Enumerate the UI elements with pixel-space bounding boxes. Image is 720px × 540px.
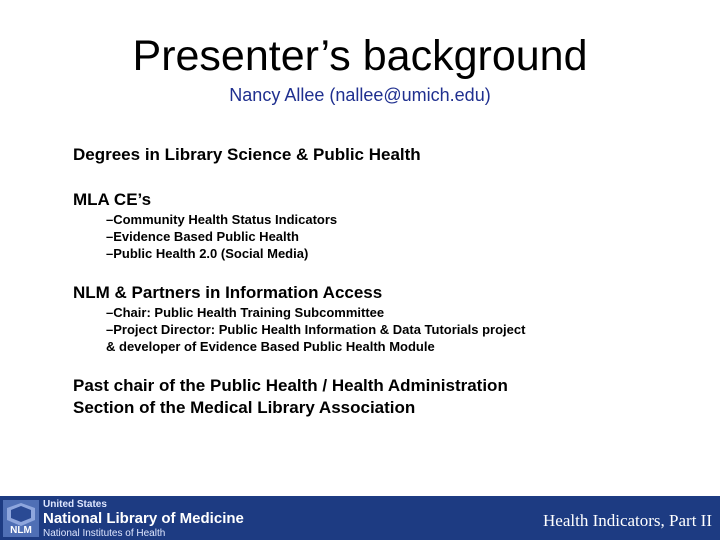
mla-item: –Public Health 2.0 (Social Media) [106, 246, 309, 261]
mla-heading: MLA CE’s [73, 190, 152, 209]
nlm-name: National Library of Medicine [43, 510, 244, 527]
nlm-item: –Project Director: Public Health Information & Data Tutorials project [106, 322, 526, 337]
nlm-item: –Chair: Public Health Training Subcommittee [106, 305, 385, 320]
nlm-logo-text: NLM [10, 525, 32, 536]
nlm-heading: NLM & Partners in Information Access [73, 283, 383, 302]
mla-item: –Community Health Status Indicators [106, 212, 338, 227]
nih-name: National Institutes of Health [43, 528, 166, 539]
nlm-item: & developer of Evidence Based Public Health Module [106, 339, 435, 354]
nlm-country: United States [43, 499, 107, 510]
slide-footer-label: Health Indicators, Part II [543, 511, 712, 530]
slide-content [73, 144, 693, 419]
nlm-logo [3, 500, 39, 537]
nlm-wordmark [43, 499, 244, 539]
slide-title: Presenter’s background [132, 32, 588, 80]
past-chair-line: Section of the Medical Library Association [73, 398, 416, 417]
nlm-footer-banner [0, 496, 720, 540]
presenter-name: Nancy Allee (nallee@umich.edu) [229, 85, 491, 105]
past-chair-line: Past chair of the Public Health / Health Administration [73, 376, 508, 395]
mla-item: –Evidence Based Public Health [106, 229, 299, 244]
degrees-heading: Degrees in Library Science & Public Health [73, 145, 421, 164]
